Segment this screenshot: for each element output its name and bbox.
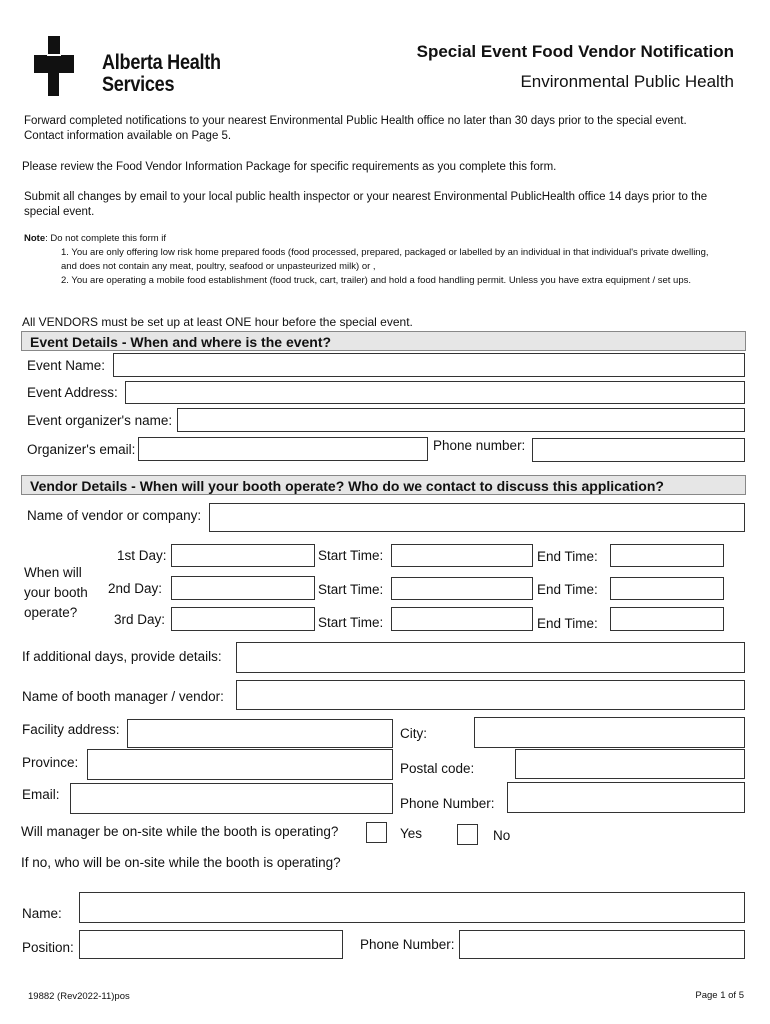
page-number: Page 1 of 5	[695, 990, 744, 1001]
organizer-name-label: Event organizer's name:	[27, 413, 173, 428]
day-3-end-input[interactable]	[610, 607, 724, 631]
organizer-name-input[interactable]	[177, 408, 745, 432]
day-1-end-label: End Time:	[537, 549, 598, 564]
phone-number-input[interactable]	[507, 782, 745, 813]
onsite-yes-label: Yes	[400, 826, 423, 841]
city-input[interactable]	[474, 717, 745, 748]
ahs-logo-icon	[34, 36, 74, 96]
when-booth-line-2: your booth	[24, 585, 88, 600]
event-name-input[interactable]	[113, 353, 745, 377]
event-address-input[interactable]	[125, 381, 745, 404]
page-subtitle: Environmental Public Health	[520, 72, 734, 91]
facility-address-input[interactable]	[127, 719, 393, 748]
day-2-label: 2nd Day:	[108, 581, 163, 596]
day-1-start-label: Start Time:	[318, 548, 384, 563]
note-item-1: 1. You are only offering low risk home prepared foods (food processed, prepared, packaged or labelled by an individual in that individual's private dwelling, and does not contain any meat, poultry, seafood or unpasteurized milk) or ,	[61, 247, 709, 272]
logo-line-1: Alberta Health	[102, 51, 221, 74]
city-label: City:	[400, 726, 427, 741]
form-code: 19882 (Rev2022-11)pos	[28, 991, 130, 1002]
additional-days-input[interactable]	[236, 642, 745, 673]
intro-paragraph-1: Forward completed notifications to your nearest Environmental Public Health office no later than 30 days prior to the special event. Contact information available on Page 5.	[24, 115, 687, 142]
page-title: Special Event Food Vendor Notification	[416, 42, 734, 61]
intro-paragraph-2: Please review the Food Vendor Information Package for specific requirements as you complete this form.	[22, 161, 557, 173]
day-1-end-input[interactable]	[610, 544, 724, 567]
onsite-phone-input[interactable]	[459, 930, 745, 959]
day-2-input[interactable]	[171, 576, 315, 600]
booth-manager-label: Name of booth manager / vendor:	[22, 689, 224, 704]
onsite-no-checkbox[interactable]	[457, 824, 478, 845]
onsite-yes-checkbox[interactable]	[366, 822, 387, 843]
note-label: Note	[24, 233, 46, 244]
when-booth-label	[24, 563, 88, 623]
logo-wordmark	[102, 52, 221, 96]
day-1-start-input[interactable]	[391, 544, 533, 567]
vendors-setup-note: All VENDORS must be set up at least ONE hour before the special event.	[22, 315, 413, 329]
province-label: Province:	[22, 755, 79, 770]
postal-code-label: Postal code:	[400, 761, 475, 776]
onsite-question: Will manager be on-site while the booth is operating?	[21, 824, 339, 839]
onsite-name-input[interactable]	[79, 892, 745, 923]
province-input[interactable]	[87, 749, 393, 780]
postal-code-input[interactable]	[515, 749, 745, 779]
intro-paragraph-3: Submit all changes by email to your local public health inspector or your nearest Environmental PublicHealth office 14 days prior to the special event.	[24, 191, 708, 218]
event-section-heading: Event Details - When and where is the event?	[21, 331, 746, 351]
email-label: Email:	[22, 787, 60, 802]
onsite-phone-label: Phone Number:	[360, 937, 455, 952]
day-3-end-label: End Time:	[537, 616, 598, 631]
additional-days-label: If additional days, provide details:	[22, 649, 222, 664]
note-item-2: 2. You are operating a mobile food establishment (food truck, cart, trailer) and hold a food handling permit. Unless you have extra equipment / set ups.	[61, 275, 692, 286]
day-2-start-input[interactable]	[391, 577, 533, 600]
day-2-end-label: End Time:	[537, 582, 598, 597]
event-name-label: Event Name:	[27, 358, 106, 373]
facility-address-label: Facility address:	[22, 722, 120, 737]
vendor-company-label: Name of vendor or company:	[27, 508, 202, 523]
day-1-input[interactable]	[171, 544, 315, 567]
organizer-email-label: Organizer's email:	[27, 442, 136, 457]
day-2-end-input[interactable]	[610, 577, 724, 600]
day-3-start-input[interactable]	[391, 607, 533, 631]
onsite-name-label: Name:	[22, 906, 62, 921]
day-3-start-label: Start Time:	[318, 615, 384, 630]
day-2-start-label: Start Time:	[318, 582, 384, 597]
event-address-label: Event Address:	[27, 385, 118, 400]
vendor-company-input[interactable]	[209, 503, 745, 532]
day-3-label: 3rd Day:	[114, 612, 166, 627]
when-booth-line-3: operate?	[24, 605, 78, 620]
onsite-position-label: Position:	[22, 940, 74, 955]
organizer-phone-input[interactable]	[532, 438, 745, 462]
logo-line-2: Services	[102, 73, 175, 96]
note-block	[24, 232, 711, 288]
vendor-section-heading: Vendor Details - When will your booth operate? Who do we contact to discuss this application?	[21, 475, 746, 495]
onsite-position-input[interactable]	[79, 930, 343, 959]
organizer-phone-label: Phone number:	[433, 438, 526, 453]
day-3-input[interactable]	[171, 607, 315, 631]
when-booth-line-1: When will	[24, 565, 82, 580]
onsite-no-label: No	[493, 828, 511, 843]
booth-manager-input[interactable]	[236, 680, 745, 710]
note-text: : Do not complete this form if	[45, 233, 167, 244]
if-no-question: If no, who will be on-site while the booth is operating?	[21, 855, 341, 870]
email-input[interactable]	[70, 783, 393, 814]
phone-number-label: Phone Number:	[400, 796, 495, 811]
day-1-label: 1st Day:	[117, 548, 167, 563]
organizer-email-input[interactable]	[138, 437, 428, 461]
